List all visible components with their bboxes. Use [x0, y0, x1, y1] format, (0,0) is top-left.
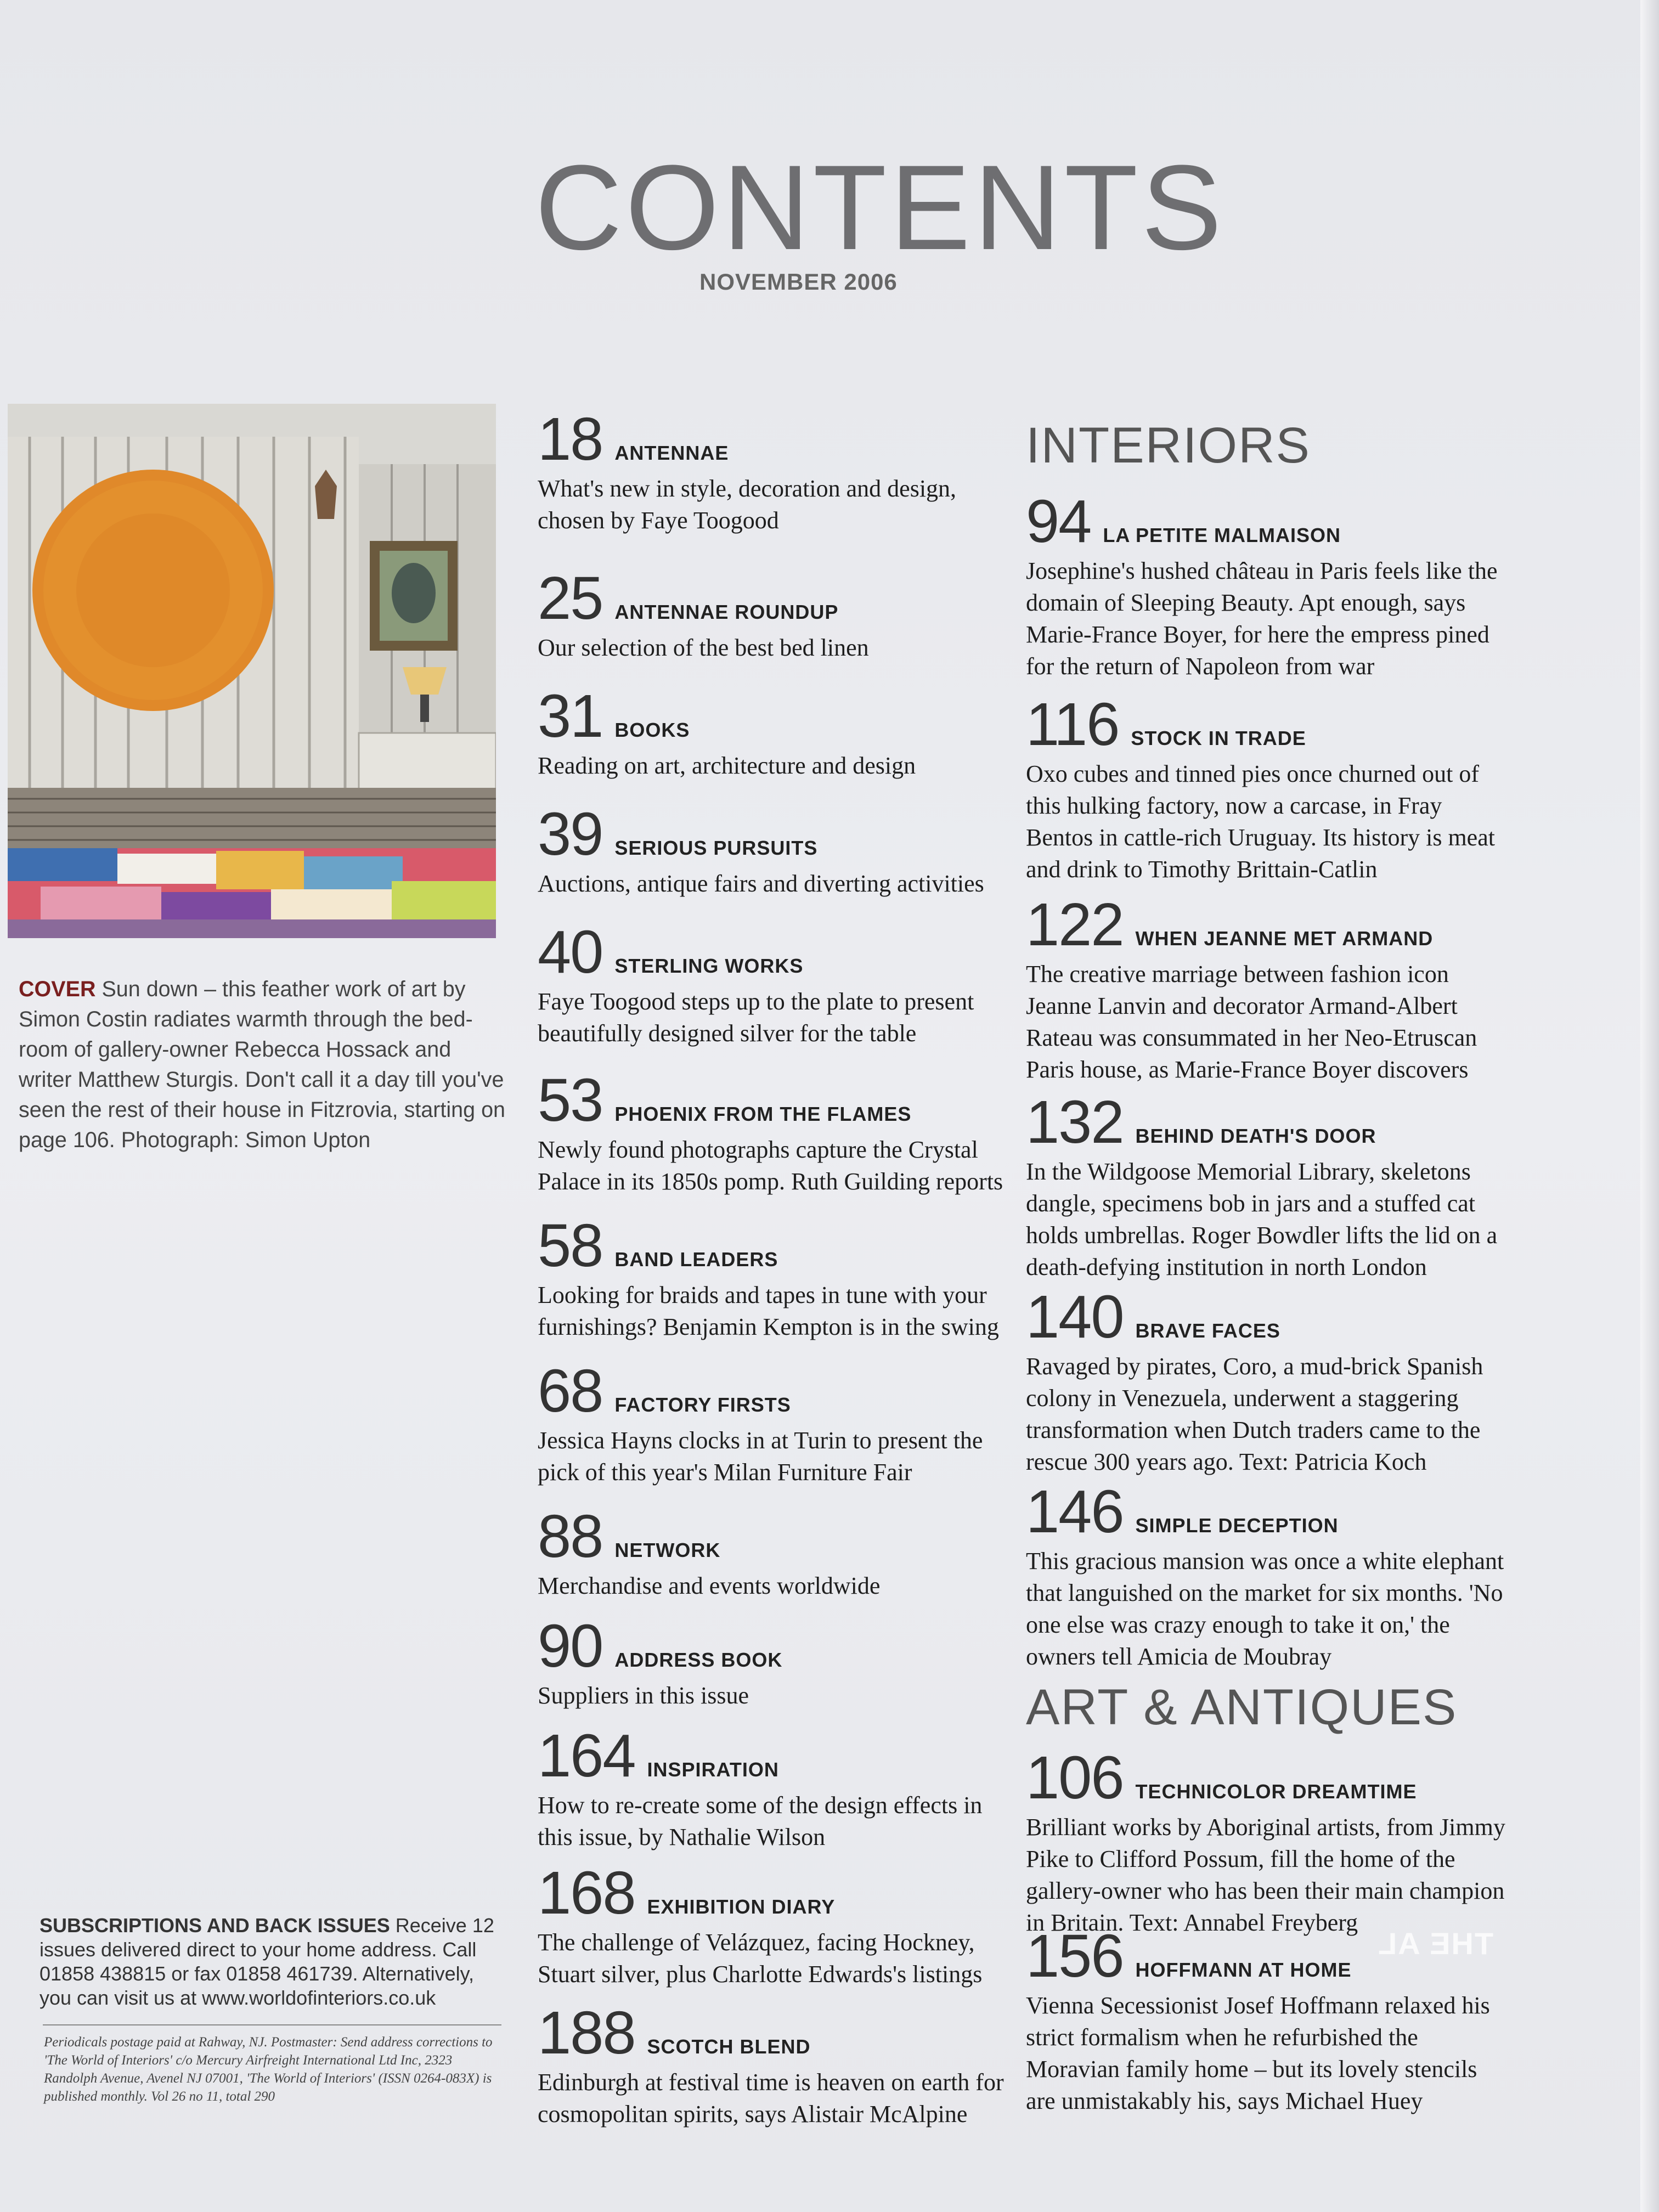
contents-entry[interactable]	[538, 1357, 1004, 1488]
entry-title: NETWORK	[614, 1539, 721, 1561]
entry-title: EXHIBITION DIARY	[647, 1895, 836, 1918]
cover-photo	[8, 404, 496, 938]
page-number: 168	[538, 1859, 635, 1927]
divider	[43, 2024, 501, 2025]
contents-entry[interactable]	[538, 800, 1004, 900]
contents-entry[interactable]	[1026, 1283, 1509, 1478]
page-number: 39	[538, 800, 603, 868]
entry-title: LA PETITE MALMAISON	[1103, 524, 1341, 546]
page-number: 18	[538, 405, 603, 473]
contents-entry[interactable]	[538, 565, 1004, 664]
entry-description: This gracious mansion was once a white elephant that languished on the market for six months. 'No one else was crazy enough to take it on,' the owners tell Amicia de Moubray	[1026, 1548, 1504, 1670]
page-number: 122	[1026, 891, 1124, 958]
contents-entry[interactable]	[1026, 1744, 1509, 1939]
subscriptions-text: Receive 12 issues delivered direct to your home address. Call 01858 438815 or fax 01858 461739. Alternatively, you can visit us at www.worldofinteriors.co.uk	[40, 1914, 494, 2009]
page-number: 156	[1026, 1922, 1124, 1990]
entry-title: HOFFMANN AT HOME	[1135, 1959, 1352, 1981]
page-number: 94	[1026, 488, 1091, 555]
page-number: 68	[538, 1357, 603, 1425]
page-number: 116	[1026, 691, 1119, 758]
page-number: 88	[538, 1503, 603, 1570]
subscriptions-note	[40, 1914, 506, 2010]
entry-title: BEHIND DEATH'S DOOR	[1135, 1125, 1376, 1147]
contents-entry[interactable]	[538, 1212, 1004, 1343]
entry-title: SIMPLE DECEPTION	[1135, 1514, 1339, 1537]
entry-description: In the Wildgoose Memorial Library, skeletons dangle, specimens bob in jars and a stuffed cat holds umbrellas. Roger Bowdler lifts the lid on a death-defying institution in north London	[1026, 1158, 1498, 1280]
contents-entry[interactable]	[538, 1722, 1004, 1853]
contents-entry[interactable]	[538, 1859, 1004, 1990]
entry-title: STOCK IN TRADE	[1131, 727, 1306, 749]
postal-notice: Periodicals postage paid at Rahway, NJ. Postmaster: Send address corrections to 'The World of Interiors' c/o Mercury Airfreight International Ltd Inc, 2323 Randolph Avenue, Avenel NJ 07001, 'The World of Interiors' (ISSN 0264-083X) is published monthly. Vol 26 no 11, total 290	[44, 2035, 493, 2104]
page-edge	[1640, 0, 1659, 2212]
contents-entry[interactable]	[538, 405, 1004, 537]
cover-caption-lead: COVER	[19, 977, 96, 1001]
entry-title: BAND LEADERS	[614, 1248, 778, 1271]
contents-entry[interactable]	[1026, 891, 1509, 1086]
page-number: 90	[538, 1612, 603, 1680]
contents-entry[interactable]	[1026, 1478, 1509, 1673]
entry-description: Newly found photographs capture the Crystal Palace in its 1850s pomp. Ruth Guilding reports	[538, 1136, 1003, 1195]
entry-description: Looking for braids and tapes in tune with your furnishings? Benjamin Kempton is in the swing	[538, 1282, 999, 1340]
contents-entry[interactable]	[1026, 488, 1509, 682]
page-number: 140	[1026, 1283, 1124, 1351]
page-number: 164	[538, 1722, 635, 1790]
section-heading: ART & ANTIQUES	[1026, 1679, 1458, 1735]
entry-title: SCOTCH BLEND	[647, 2035, 811, 2058]
entry-description: The creative marriage between fashion icon Jeanne Lanvin and decorator Armand-Albert Rateau was consummated in her Neo-Etruscan Paris house, as Marie-France Boyer discovers	[1026, 961, 1477, 1083]
contents-entry[interactable]	[538, 1503, 1004, 1602]
page-number: 31	[538, 682, 603, 750]
entry-title: INSPIRATION	[647, 1758, 779, 1781]
entry-description: Suppliers in this issue	[538, 1682, 749, 1709]
contents-entry[interactable]	[538, 1999, 1004, 2130]
page-number: 188	[538, 1999, 635, 2067]
page-number: 106	[1026, 1744, 1124, 1812]
issue-date: NOVEMBER 2006	[699, 269, 898, 295]
entry-description: Merchandise and events worldwide	[538, 1572, 881, 1599]
entry-title: SERIOUS PURSUITS	[614, 837, 818, 859]
entry-title: FACTORY FIRSTS	[614, 1393, 791, 1416]
entry-description: Ravaged by pirates, Coro, a mud-brick Spanish colony in Venezuela, underwent a staggering transformation when Dutch traders came to the rescue 300 years ago. Text: Patricia Koch	[1026, 1353, 1483, 1475]
entry-title: TECHNICOLOR DREAMTIME	[1135, 1780, 1417, 1803]
entry-description: How to re-create some of the design effects in this issue, by Nathalie Wilson	[538, 1792, 983, 1850]
cover-caption-text: Sun down – this feather work of art by Simon Costin radiates warmth through the bed-room of gallery-owner Rebecca Hossack and writer Matthew Sturgis. Don't call it a day till you've seen the rest of their house in Fitzrovia, starting on page 106. Photograph: Simon Upton	[19, 977, 506, 1152]
contents-entry[interactable]	[538, 1612, 1004, 1712]
page-number: 25	[538, 565, 603, 632]
entry-description: Edinburgh at festival time is heaven on earth for cosmopolitan spirits, says Alistair McAlpine	[538, 2069, 1004, 2128]
entry-description: Auctions, antique fairs and diverting activities	[538, 870, 984, 897]
entry-title: BRAVE FACES	[1135, 1319, 1280, 1342]
section-heading-interiors	[1026, 417, 1509, 473]
contents-entry[interactable]	[538, 1066, 1004, 1198]
entry-description: The challenge of Velázquez, facing Hockney, Stuart silver, plus Charlotte Edwards's listings	[538, 1929, 983, 1988]
entry-description: Vienna Secessionist Josef Hoffmann relaxed his strict formalism when he refurbished the Moravian family home – but its lovely stencils are unmistakably his, says Michael Huey	[1026, 1992, 1490, 2114]
entry-description: Oxo cubes and tinned pies once churned out of this hulking factory, now a carcase, in Fray Bentos in cattle-rich Uruguay. Its history is meat and drink to Timothy Brittain-Catlin	[1026, 760, 1495, 883]
entry-title: WHEN JEANNE MET ARMAND	[1135, 927, 1434, 950]
entry-description: Jessica Hayns clocks in at Turin to present the pick of this year's Milan Furniture Fair	[538, 1427, 983, 1486]
page-number: 58	[538, 1212, 603, 1279]
entry-description: Josephine's hushed château in Paris feels like the domain of Sleeping Beauty. Apt enough, says Marie-France Boyer, for here the empress pined for the return of Napoleon from war	[1026, 557, 1498, 680]
cover-caption	[19, 974, 507, 1155]
entry-title: BOOKS	[614, 719, 690, 741]
page-number: 132	[1026, 1088, 1124, 1156]
page-title: CONTENTS	[535, 140, 1225, 275]
page-number: 53	[538, 1066, 603, 1134]
contents-entry[interactable]	[1026, 1088, 1509, 1283]
section-heading-art-antiques	[1026, 1679, 1509, 1735]
entry-title: ANTENNAE ROUNDUP	[614, 601, 839, 623]
section-heading: INTERIORS	[1026, 417, 1311, 473]
page-number: 40	[538, 918, 603, 986]
subscriptions-lead: SUBSCRIPTIONS AND BACK ISSUES	[40, 1914, 390, 1937]
entry-description: Brilliant works by Aboriginal artists, from Jimmy Pike to Clifford Possum, fill the home of the gallery-owner who has been their main champion in Britain. Text: Annabel Freyberg	[1026, 1814, 1505, 1936]
entry-title: STERLING WORKS	[614, 955, 804, 977]
contents-entry[interactable]	[538, 682, 1004, 782]
entry-title: ADDRESS BOOK	[614, 1649, 783, 1671]
contents-entry[interactable]	[538, 918, 1004, 1049]
entry-description: What's new in style, decoration and design, chosen by Faye Toogood	[538, 475, 957, 534]
page-number: 146	[1026, 1478, 1124, 1545]
show-through-text: THE AL	[1377, 1926, 1494, 1961]
entry-title: PHOENIX FROM THE FLAMES	[614, 1103, 912, 1125]
entry-description: Faye Toogood steps up to the plate to present beautifully designed silver for the table	[538, 988, 974, 1047]
entry-description: Reading on art, architecture and design	[538, 752, 916, 779]
entry-description: Our selection of the best bed linen	[538, 634, 869, 661]
contents-entry[interactable]	[1026, 691, 1509, 885]
entry-title: ANTENNAE	[614, 442, 729, 464]
